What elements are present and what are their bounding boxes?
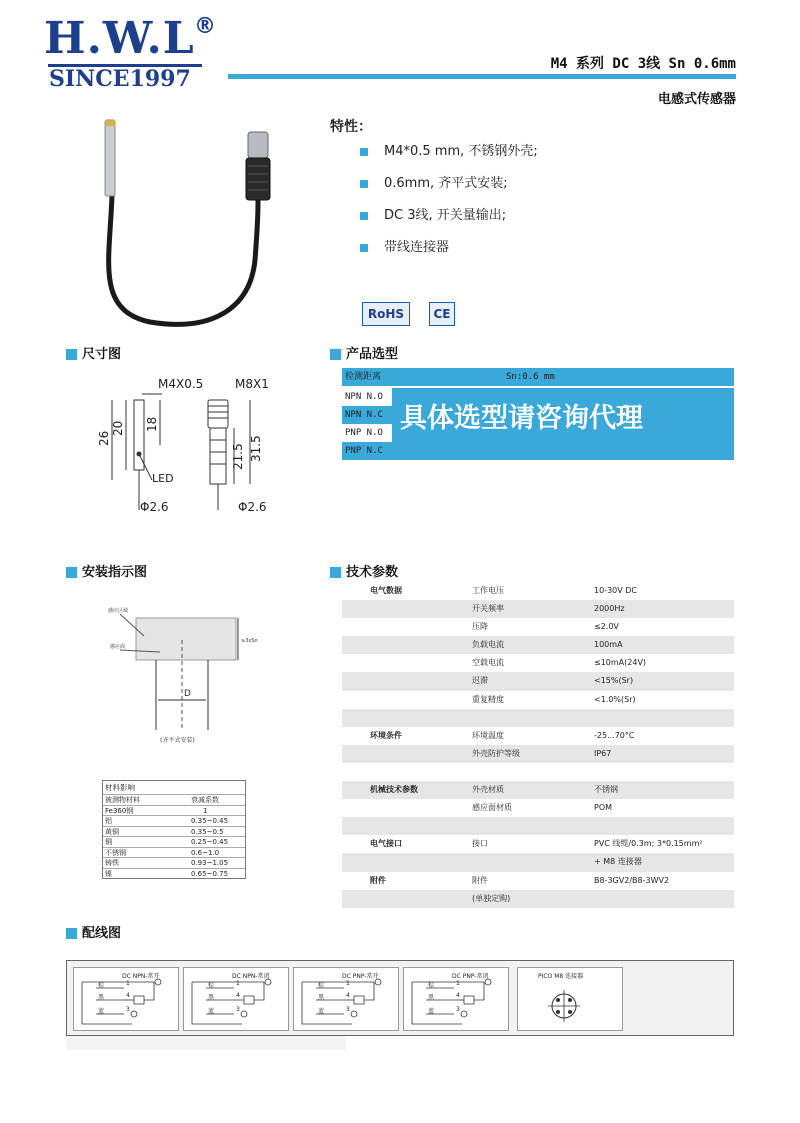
- dim-18: 18: [145, 416, 159, 432]
- selection-row: NPN N.C: [342, 406, 392, 424]
- connector-pinout: [517, 967, 623, 1031]
- dim-20: 20: [111, 420, 125, 436]
- wiring-diagram-title: DC NPN-常开: [122, 973, 160, 980]
- pin-number-label: 3: [126, 1006, 130, 1013]
- selection-row: PNP N.C: [342, 442, 392, 460]
- table-cell: 附件: [370, 875, 386, 885]
- pin-number-label: 4: [126, 992, 130, 999]
- pin-number-label: 1: [456, 980, 460, 987]
- table-cell: 负载电流: [472, 640, 504, 650]
- consult-agent-notice: 具体选型请咨询代理: [392, 388, 734, 460]
- table-cell: 开关频率: [472, 604, 504, 614]
- diameter-left-label: Φ2.6: [140, 500, 169, 514]
- tech-heading: 技术参数: [330, 566, 398, 580]
- table-row: [342, 672, 734, 690]
- wiring-diagram-title: PICO M8 连接器: [538, 973, 584, 980]
- bullet-square-icon: [360, 244, 368, 252]
- table-cell: 机械技术参数: [370, 785, 418, 795]
- pin-number-label: 4: [456, 992, 460, 999]
- table-row: [342, 582, 734, 600]
- rohs-badge: RoHS: [362, 302, 410, 326]
- table-cell: 压降: [472, 622, 488, 632]
- wiring-diagram-title: DC PNP-常闭: [452, 973, 489, 980]
- table-row: [342, 890, 734, 908]
- sensing-zone-label: 感应区域: [108, 608, 129, 614]
- selection-heading: 产品选型: [330, 348, 398, 362]
- brand-since: SINCE1997: [49, 66, 191, 92]
- table-cell: 10-30V DC: [594, 586, 638, 595]
- table-row: [342, 853, 734, 871]
- table-cell: POM: [594, 803, 613, 813]
- product-series: M4 系列 DC 3线 Sn 0.6mm: [550, 56, 736, 72]
- feature-item: 带线连接器: [360, 240, 538, 272]
- table-cell: 空载电流: [472, 658, 504, 668]
- m8-connector: [246, 158, 270, 200]
- wire-color-label: 黑: [318, 994, 325, 1001]
- wire-color-label: 棕: [318, 982, 325, 989]
- gap-label: ≥3xSn: [241, 638, 258, 644]
- table-row: 镍 0.65~0.75: [103, 868, 245, 879]
- wire-color-label: 黑: [208, 994, 215, 1001]
- table-cell: 电气数据: [370, 586, 402, 595]
- pin-number-label: 4: [236, 992, 240, 999]
- material-table: [102, 780, 246, 879]
- wire-color-label: 棕: [428, 982, 435, 989]
- table-row: [342, 799, 734, 817]
- detect-distance-value: Sn:0.6 mm: [506, 372, 555, 382]
- features-list: [360, 144, 538, 272]
- table-row: [342, 600, 734, 618]
- selection-row: NPN N.O: [345, 392, 383, 402]
- table-cell: ≤10mA(24V): [594, 658, 647, 668]
- wiring-diagram-title: DC PNP-常开: [342, 973, 379, 980]
- table-cell: 工作电压: [472, 586, 504, 595]
- product-category: 电感式传感器: [657, 92, 736, 107]
- table-row: Fe360钢 1: [103, 805, 245, 816]
- table-cell: 电气接口: [370, 839, 402, 849]
- wire-color-label: 蓝: [208, 1008, 215, 1015]
- header-rule: [228, 74, 736, 79]
- table-cell: 100mA: [594, 640, 623, 650]
- sensor-body: [105, 120, 115, 196]
- table-cell: <15%(Sr): [594, 676, 634, 686]
- wire-color-label: 黑: [428, 994, 435, 1001]
- table-cell: 附件: [472, 875, 488, 885]
- tech-table: [342, 582, 734, 908]
- table-row: [342, 781, 734, 799]
- material-table-title: 材料影响: [105, 783, 135, 792]
- registered-mark: ®: [194, 14, 216, 39]
- section-square-icon: [66, 928, 77, 939]
- section-square-icon: [66, 567, 77, 578]
- section-square-icon: [66, 349, 77, 360]
- detect-distance-label: 检测距离: [345, 372, 382, 382]
- table-row: 铸铁 0.93~1.05: [103, 857, 245, 868]
- pin-number-label: 3: [236, 1006, 240, 1013]
- wiring-schematic: [74, 968, 178, 1030]
- feature-item: M4*0.5 mm, 不锈钢外壳;: [360, 144, 538, 176]
- table-cell: + M8 连接器: [594, 857, 642, 867]
- footer-band: [66, 1036, 346, 1050]
- table-row: [342, 872, 734, 890]
- table-row: [342, 691, 734, 709]
- table-cell: 环境温度: [472, 730, 504, 740]
- table-row: [342, 654, 734, 672]
- table-cell: (单独定购): [472, 893, 511, 903]
- wiring-schematic: [294, 968, 398, 1030]
- d-label: D: [184, 689, 191, 699]
- table-cell: 不锈钢: [594, 785, 618, 795]
- table-row: [342, 709, 734, 727]
- dimensions-heading: 尺寸图: [66, 348, 121, 362]
- table-cell: ≤2.0V: [594, 622, 619, 632]
- brand-logo: H.W.L: [44, 13, 195, 64]
- table-cell: <1.0%(Sr): [594, 694, 636, 704]
- pin-number-label: 1: [126, 980, 130, 987]
- feature-item: 0.6mm, 齐平式安装;: [360, 176, 538, 208]
- pin-number-label: 3: [346, 1006, 350, 1013]
- diameter-right-label: Φ2.6: [238, 500, 267, 514]
- pin-number-label: 3: [456, 1006, 460, 1013]
- wiring-diagram-title: DC NPN-常闭: [232, 973, 270, 980]
- wire-color-label: 黑: [98, 994, 105, 1001]
- sensing-face-label: 感应面: [110, 644, 126, 650]
- table-row: 黄铜 0.35~0.5: [103, 826, 245, 837]
- table-cell: 重复精度: [472, 694, 504, 704]
- table-row: 铝 0.35~0.45: [103, 815, 245, 826]
- wiring-schematic: [404, 968, 508, 1030]
- wire-color-label: 蓝: [428, 1008, 435, 1015]
- table-cell: 环境条件: [370, 730, 402, 740]
- table-cell: -25...70°C: [594, 730, 635, 740]
- table-row: 铜 0.25~0.45: [103, 836, 245, 847]
- selection-header-row: [342, 368, 734, 386]
- product-photo: [90, 110, 310, 340]
- table-row: 被测物材料 衰减系数: [103, 794, 245, 805]
- wire-color-label: 棕: [98, 982, 105, 989]
- wiring-diagram: [73, 967, 179, 1031]
- table-cell: 2000Hz: [594, 604, 625, 614]
- table-cell: 外壳防护等级: [472, 748, 520, 758]
- table-row: 不锈钢 0.6~1.0: [103, 847, 245, 858]
- table-row: [342, 727, 734, 745]
- bullet-square-icon: [360, 180, 368, 188]
- wire-color-label: 棕: [208, 982, 215, 989]
- wiring-diagram: [293, 967, 399, 1031]
- wiring-diagram: [403, 967, 509, 1031]
- pin-number-label: 4: [346, 992, 350, 999]
- table-cell: 迟滞: [472, 676, 488, 686]
- section-square-icon: [330, 349, 341, 360]
- install-diagram: [100, 600, 270, 750]
- flush-caption: (齐平式安装): [160, 737, 195, 744]
- table-cell: PVC 线缆/0.3m; 3*0.15mm²: [594, 839, 703, 849]
- table-cell: B8-3GV2/B8-3WV2: [594, 875, 670, 885]
- table-cell: 感应面材质: [472, 803, 512, 813]
- thread-m8-label: M8X1: [235, 377, 269, 391]
- section-square-icon: [330, 567, 341, 578]
- thread-m4-label: M4X0.5: [158, 377, 204, 391]
- selection-row: PNP N.O: [345, 428, 383, 438]
- feature-item: DC 3线, 开关量输出;: [360, 208, 538, 240]
- dim-26: 26: [97, 430, 111, 446]
- table-row: [342, 636, 734, 654]
- led-label: LED: [152, 472, 174, 485]
- table-cell: 外壳材质: [472, 785, 504, 795]
- dimension-drawing: [90, 370, 310, 520]
- table-row: [342, 835, 734, 853]
- wire-color-label: 蓝: [318, 1008, 325, 1015]
- table-row: [342, 745, 734, 763]
- pin-number-label: 1: [236, 980, 240, 987]
- table-row: [342, 763, 734, 781]
- dim-31-5: 31.5: [249, 435, 263, 462]
- wiring-panel: [66, 960, 734, 1036]
- dim-21-5: 21.5: [231, 443, 245, 470]
- install-heading: 安装指示图: [66, 566, 147, 580]
- table-cell: IP67: [594, 748, 612, 758]
- features-title: 特性：: [330, 119, 372, 135]
- wiring-schematic: [184, 968, 288, 1030]
- table-row: [342, 817, 734, 835]
- ce-badge: CE: [429, 302, 455, 326]
- wiring-heading: 配线图: [66, 927, 121, 941]
- bullet-square-icon: [360, 148, 368, 156]
- pin-number-label: 1: [346, 980, 350, 987]
- wire-color-label: 蓝: [98, 1008, 105, 1015]
- bullet-square-icon: [360, 212, 368, 220]
- pinout-schematic: [518, 968, 622, 1030]
- wiring-diagram: [183, 967, 289, 1031]
- table-row: [342, 618, 734, 636]
- table-cell: 接口: [472, 839, 488, 849]
